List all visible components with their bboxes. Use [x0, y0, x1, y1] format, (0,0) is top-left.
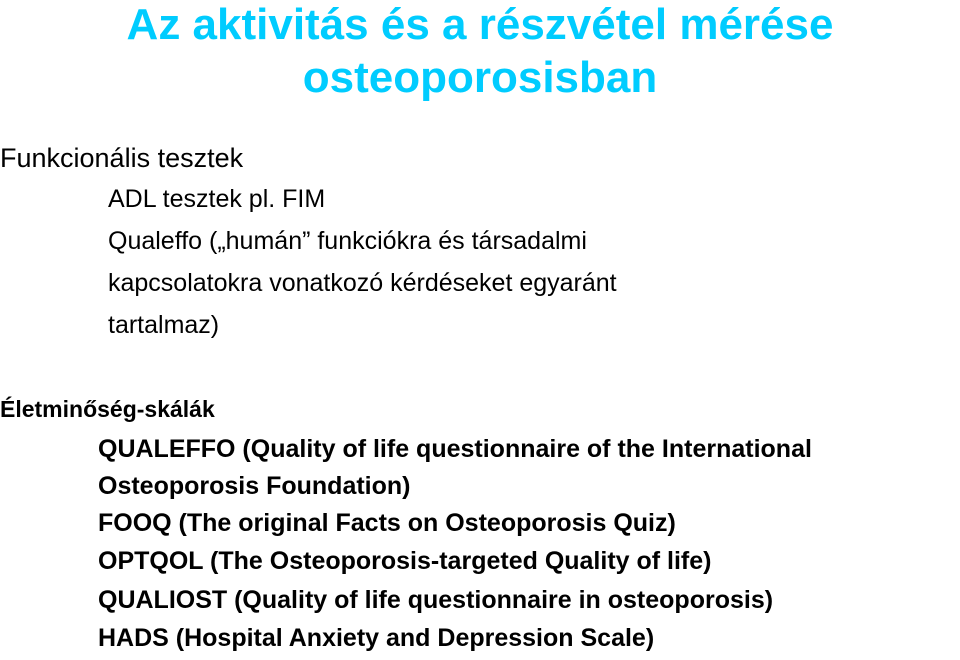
slide-title-line-1: Az aktivitás és a részvétel mérése [126, 0, 834, 49]
list-item-fooq: FOOQ (The original Facts on Osteoporosis Quiz) [98, 509, 676, 537]
slide-title-line-2: osteoporosisban [302, 53, 658, 102]
section-heading-quality-of-life-scales: Életminőség-skálák [0, 396, 215, 422]
list-item-adl-tests: ADL tesztek pl. FIM [108, 185, 326, 213]
list-item-qualeffo-iof-line-1: QUALEFFO (Quality of life questionnaire of the International [98, 435, 812, 463]
slide-title [0, 0, 960, 104]
list-item-qualeffo-line-1: Qualeffo („humán” funkciókra és társadalmi [108, 227, 587, 255]
list-item-qualeffo-line-3: tartalmaz) [108, 311, 220, 339]
section-heading-functional-tests: Funkcionális tesztek [0, 143, 244, 173]
list-item-optqol: OPTQOL (The Osteoporosis-targeted Quality of life) [98, 547, 712, 575]
list-item-qualeffo-line-2: kapcsolatokra vonatkozó kérdéseket egyaránt [108, 269, 617, 297]
list-item-hads: HADS (Hospital Anxiety and Depression Scale) [98, 624, 655, 652]
list-item-qualeffo-iof-line-2: Osteoporosis Foundation) [98, 472, 411, 500]
list-item-qualiost: QUALIOST (Quality of life questionnaire in osteoporosis) [98, 586, 774, 614]
